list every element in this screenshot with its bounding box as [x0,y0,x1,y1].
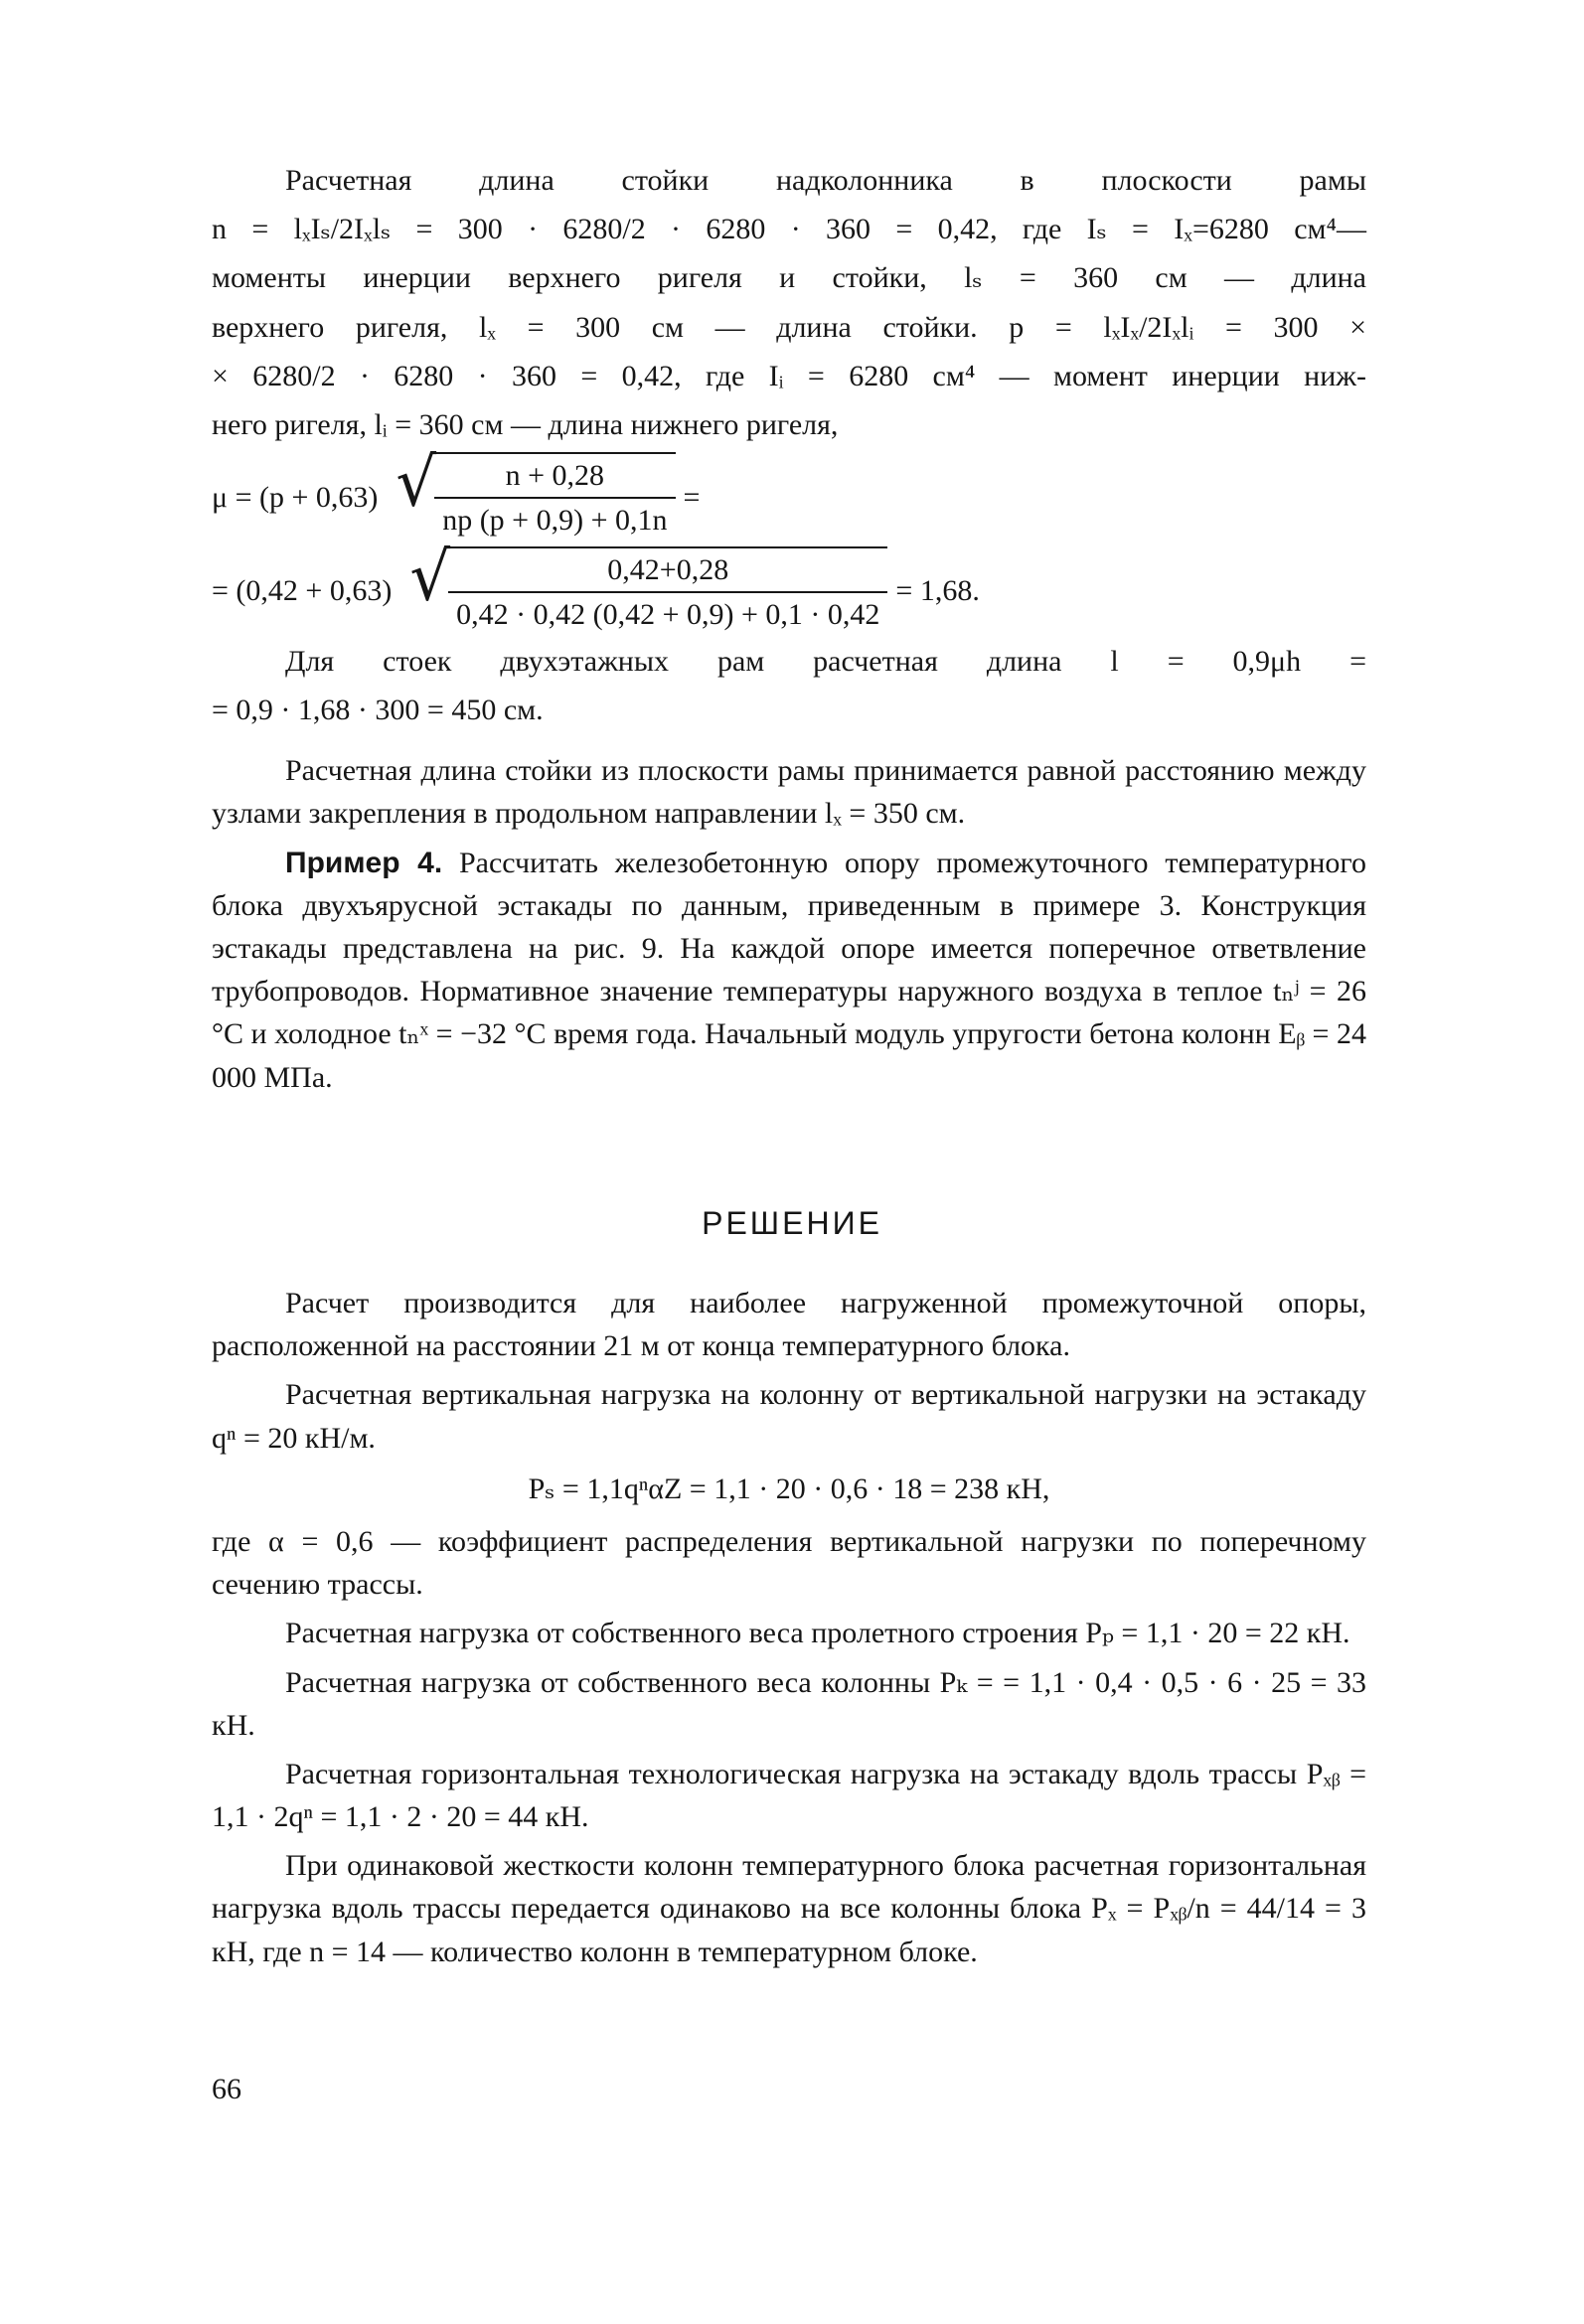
solution-text-block [212,1282,1366,1979]
fraction [434,452,675,542]
section-heading: РЕШЕНИЕ [702,1205,882,1241]
paragraph-line: n = lₓIₛ/2Iₓlₛ = 300 · 6280/2 · 6280 · 360 = 0,42, где Iₛ = Iₓ=6280 см⁴— [212,213,1366,246]
paragraph-line: Расчетная длина стойки надколонника в плоскости рамы [285,164,1366,197]
paragraph: Расчетная вертикальная нагрузка на колонну от вертикальной нагрузки на эстакаду qⁿ = 20 кН/м. [212,1378,1366,1455]
example-paragraph [212,842,1366,1099]
paragraph: При одинаковой жесткости колонн температурного блока расчетная горизонтальная нагрузка вдоль трассы передается одинаково на все колонны блока Pₓ = Pₓᵦ/n = 44/14 = 3 кН, где n = 14 — количество колонн в температурном блоке. [212,1849,1366,1968]
formula-rhs: = [683,480,701,514]
formula-rhs: = 1,68. [895,574,980,608]
top-text-block [212,159,1366,1105]
paragraph: Расчет производится для наиболее нагруженной промежуточной опоры, расположенной на расстоянии 21 м от конца температурного блока. [212,1287,1366,1363]
formula-lhs: = (0,42 + 0,63) [212,574,393,608]
paragraph: Расчетная нагрузка от собственного веса пролетного строения Pₚ = 1,1 · 20 = 22 кН. [285,1617,1350,1650]
square-root [409,538,887,636]
paragraph-line: верхнего ригеля, lₓ = 300 см — длина стойки. p = lₓIₓ/2Iₓlᵢ = 300 × [212,310,1366,344]
numerator: 0,42+0,28 [448,548,887,593]
paragraph-line: него ригеля, lᵢ = 360 см — длина нижнего ригеля, [212,407,839,441]
numerator: n + 0,28 [434,454,675,499]
square-root [396,444,675,542]
paragraph-line: Для стоек двухэтажных рам расчетная длина l = 0,9μh = [285,644,1366,678]
radical-sign: √ [409,538,451,616]
paragraph-line: моменты инерции верхнего ригеля и стойки, lₛ = 360 см — длина [212,261,1366,295]
formula-ps: Pₛ = 1,1qⁿαZ = 1,1 · 20 · 0,6 · 18 = 238 кН, [528,1472,1050,1505]
example-label: Пример 4. [285,846,443,879]
formula-mu [212,444,1366,542]
fraction [448,546,887,636]
paragraph: Расчетная длина стойки из плоскости рамы принимается равной расстоянию между узлами закрепления в продольном направлении lₓ = 350 см. [212,754,1366,831]
denominator: np (p + 0,9) + 0,1n [442,504,668,538]
radical-sign: √ [396,444,437,523]
denominator: 0,42 · 0,42 (0,42 + 0,9) + 0,1 · 0,42 [456,597,880,631]
example-text: Рассчитать железобетонную опору промежуточного температурного блока двухъярусной эстакады по данным, приведенным в примере 3. Конструкция эстакады представлена на рис. 9. На каждой опоре имеется поперечное ответвление трубопроводов. Нормативное значение температуры наружного воздуха в теплое tₙʲ = 26 °C и холодное tₙˣ = −32 °C время года. Начальный модуль упругости бетона колонн Eᵦ = 24 000 МПа. [212,846,1366,1094]
formula-mu-numeric [212,538,1366,636]
page-number: 66 [212,2073,241,2105]
paragraph: где α = 0,6 — коэффициент распределения вертикальной нагрузки по поперечному сечению трассы. [212,1524,1366,1602]
formula-lhs: μ = (p + 0,63) [212,480,379,514]
paragraph: Расчетная нагрузка от собственного веса колонны Pₖ = = 1,1 · 0,4 · 0,5 · 6 · 25 = 33 кН. [212,1665,1366,1742]
paragraph-line: × 6280/2 · 6280 · 360 = 0,42, где Iᵢ = 6280 см⁴ — момент инерции ниж- [212,359,1366,392]
paragraph: Расчетная горизонтальная технологическая нагрузка на эстакаду вдоль трассы Pₓᵦ = 1,1 · 2qⁿ = 1,1 · 2 · 20 = 44 кН. [212,1757,1366,1834]
paragraph-line: = 0,9 · 1,68 · 300 = 450 см. [212,694,544,727]
